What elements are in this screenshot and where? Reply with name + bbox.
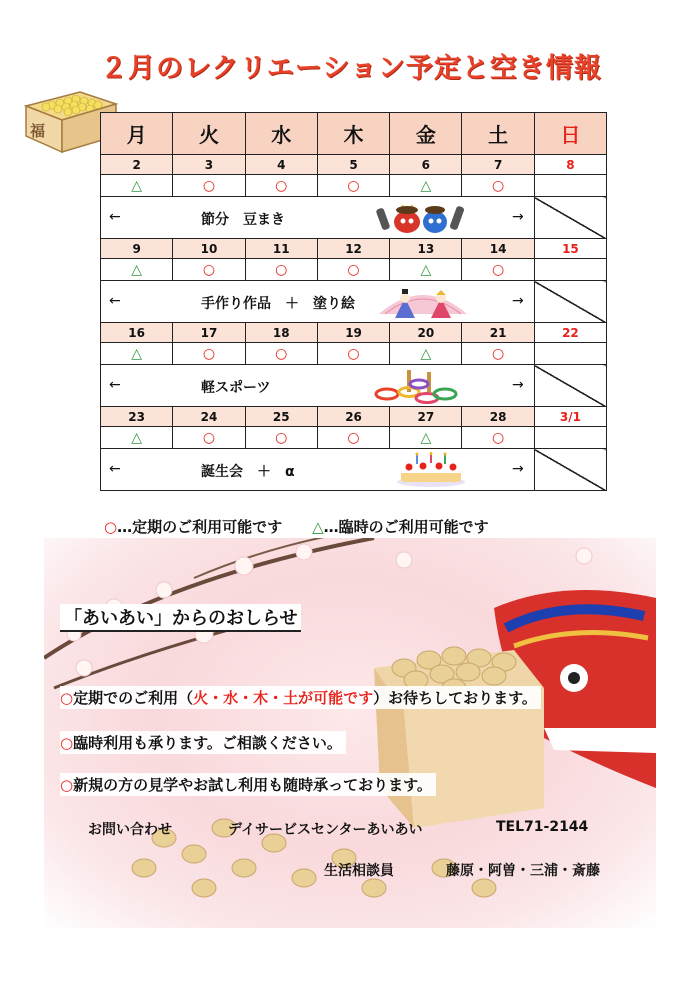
date-cell: 26 bbox=[317, 407, 389, 427]
event-row bbox=[101, 281, 607, 323]
event-row bbox=[101, 197, 607, 239]
date-cell: 24 bbox=[173, 407, 245, 427]
availability-mark: ○ bbox=[317, 175, 389, 197]
availability-mark: △ bbox=[390, 175, 462, 197]
event-label: 手作り作品 ＋ 塗り絵 bbox=[201, 295, 355, 312]
arrow-right-icon: → bbox=[512, 460, 524, 477]
date-cell-sunday: 15 bbox=[534, 239, 606, 259]
availability-mark: ○ bbox=[245, 427, 317, 449]
availability-mark-sunday bbox=[534, 343, 606, 365]
date-row bbox=[101, 407, 607, 427]
availability-mark-sunday bbox=[534, 175, 606, 197]
availability-mark: ○ bbox=[462, 175, 534, 197]
availability-mark: ○ bbox=[245, 343, 317, 365]
availability-mark: ○ bbox=[173, 343, 245, 365]
date-cell: 18 bbox=[245, 323, 317, 343]
availability-row bbox=[101, 175, 607, 197]
date-cell: 13 bbox=[390, 239, 462, 259]
birthday-cake-icon bbox=[383, 452, 479, 488]
contact-label: お問い合わせ bbox=[88, 822, 172, 838]
event-label: 誕生会 ＋ α bbox=[201, 463, 295, 480]
schedule-calendar bbox=[100, 112, 607, 491]
notice-circle-mark: ○ bbox=[60, 734, 74, 752]
date-cell: 19 bbox=[317, 323, 389, 343]
contact-center-name: デイサービスセンターあいあい bbox=[228, 822, 423, 838]
availability-mark: ○ bbox=[173, 427, 245, 449]
date-cell: 14 bbox=[462, 239, 534, 259]
date-cell: 23 bbox=[101, 407, 173, 427]
notice-circle-mark: ○ bbox=[60, 689, 74, 707]
page-title: ２月のレクリエーション予定と空き情報 bbox=[100, 53, 602, 84]
availability-mark: ○ bbox=[245, 175, 317, 197]
event-label: 軽スポーツ bbox=[201, 379, 271, 396]
event-row bbox=[101, 365, 607, 407]
notice-heading: 「あいあい」からのおしらせ bbox=[60, 604, 301, 630]
availability-mark: △ bbox=[101, 427, 173, 449]
ring-toss-icon bbox=[371, 368, 467, 404]
staff-names: 藤原・阿曽・三浦・斎藤 bbox=[446, 863, 600, 879]
availability-mark: ○ bbox=[462, 427, 534, 449]
availability-row bbox=[101, 343, 607, 365]
date-cell: 3 bbox=[173, 155, 245, 175]
empty-sunday-cell bbox=[534, 197, 606, 239]
date-cell: 27 bbox=[390, 407, 462, 427]
date-cell: 21 bbox=[462, 323, 534, 343]
weekday-sun: 日 bbox=[534, 113, 606, 155]
weekday-fri: 金 bbox=[390, 113, 462, 155]
availability-mark: △ bbox=[101, 259, 173, 281]
date-cell: 4 bbox=[245, 155, 317, 175]
date-cell: 28 bbox=[462, 407, 534, 427]
oni-mask-and-bean-icon bbox=[373, 200, 469, 236]
date-cell: 11 bbox=[245, 239, 317, 259]
date-cell: 9 bbox=[101, 239, 173, 259]
date-cell: 12 bbox=[317, 239, 389, 259]
date-row bbox=[101, 323, 607, 343]
date-cell-sunday: 3/1 bbox=[534, 407, 606, 427]
arrow-right-icon: → bbox=[512, 292, 524, 309]
empty-sunday-cell bbox=[534, 281, 606, 323]
event-cell bbox=[101, 365, 535, 407]
availability-mark: △ bbox=[390, 259, 462, 281]
hina-dolls-icon bbox=[375, 284, 471, 320]
weekday-thu: 木 bbox=[317, 113, 389, 155]
availability-row bbox=[101, 259, 607, 281]
legend-regular-text: …定期のご利用可能です bbox=[117, 518, 283, 536]
weekday-tue: 火 bbox=[173, 113, 245, 155]
notice-line-regular-use bbox=[60, 686, 541, 709]
availability-mark: ○ bbox=[317, 427, 389, 449]
availability-mark: ○ bbox=[317, 259, 389, 281]
arrow-left-icon: ← bbox=[109, 292, 121, 309]
contact-phone: TEL71-2144 bbox=[496, 819, 589, 835]
legend-temporary-text: …臨時のご利用可能です bbox=[323, 518, 489, 536]
availability-row bbox=[101, 427, 607, 449]
date-cell: 16 bbox=[101, 323, 173, 343]
event-cell bbox=[101, 449, 535, 491]
empty-sunday-cell bbox=[534, 365, 606, 407]
date-row bbox=[101, 155, 607, 175]
notice-text: 臨時利用も承ります。ご相談ください。 bbox=[73, 734, 342, 752]
masu-label: 福 bbox=[30, 122, 46, 140]
date-cell: 6 bbox=[390, 155, 462, 175]
date-cell: 10 bbox=[173, 239, 245, 259]
notice-text: 新規の方の見学やお試し利用も随時承っております。 bbox=[73, 776, 432, 794]
availability-mark: △ bbox=[390, 343, 462, 365]
availability-mark: △ bbox=[101, 175, 173, 197]
availability-mark: ○ bbox=[173, 259, 245, 281]
arrow-left-icon: ← bbox=[109, 208, 121, 225]
arrow-left-icon: ← bbox=[109, 460, 121, 477]
event-cell bbox=[101, 281, 535, 323]
availability-mark-sunday bbox=[534, 427, 606, 449]
availability-mark: ○ bbox=[173, 175, 245, 197]
availability-mark: ○ bbox=[317, 343, 389, 365]
arrow-right-icon: → bbox=[512, 208, 524, 225]
date-cell: 17 bbox=[173, 323, 245, 343]
weekday-header-row bbox=[101, 113, 607, 155]
availability-mark: △ bbox=[390, 427, 462, 449]
legend-circle-mark: ○ bbox=[104, 518, 118, 536]
date-cell: 7 bbox=[462, 155, 534, 175]
date-cell: 20 bbox=[390, 323, 462, 343]
weekday-mon: 月 bbox=[101, 113, 173, 155]
event-row bbox=[101, 449, 607, 491]
notice-text: ）お待ちしております。 bbox=[373, 689, 537, 707]
event-cell bbox=[101, 197, 535, 239]
staff-label: 生活相談員 bbox=[324, 863, 394, 879]
notice-circle-mark: ○ bbox=[60, 776, 74, 794]
availability-mark: ○ bbox=[245, 259, 317, 281]
availability-mark: ○ bbox=[462, 259, 534, 281]
date-cell: 2 bbox=[101, 155, 173, 175]
date-cell: 5 bbox=[317, 155, 389, 175]
weekday-wed: 水 bbox=[245, 113, 317, 155]
notice-line-new-visitors bbox=[60, 773, 436, 796]
event-label: 節分 豆まき bbox=[201, 211, 285, 228]
arrow-left-icon: ← bbox=[109, 376, 121, 393]
notice-available-days: 火・水・木・土が可能です bbox=[193, 689, 374, 707]
legend-triangle-mark: △ bbox=[312, 518, 324, 536]
availability-mark: ○ bbox=[462, 343, 534, 365]
notice-text: 定期でのご利用（ bbox=[73, 689, 194, 707]
date-cell-sunday: 22 bbox=[534, 323, 606, 343]
empty-sunday-cell bbox=[534, 449, 606, 491]
date-row bbox=[101, 239, 607, 259]
notice-line-temporary-use bbox=[60, 731, 346, 754]
date-cell: 25 bbox=[245, 407, 317, 427]
arrow-right-icon: → bbox=[512, 376, 524, 393]
availability-mark-sunday bbox=[534, 259, 606, 281]
weekday-sat: 土 bbox=[462, 113, 534, 155]
availability-legend bbox=[104, 516, 489, 537]
availability-mark: △ bbox=[101, 343, 173, 365]
date-cell-sunday: 8 bbox=[534, 155, 606, 175]
